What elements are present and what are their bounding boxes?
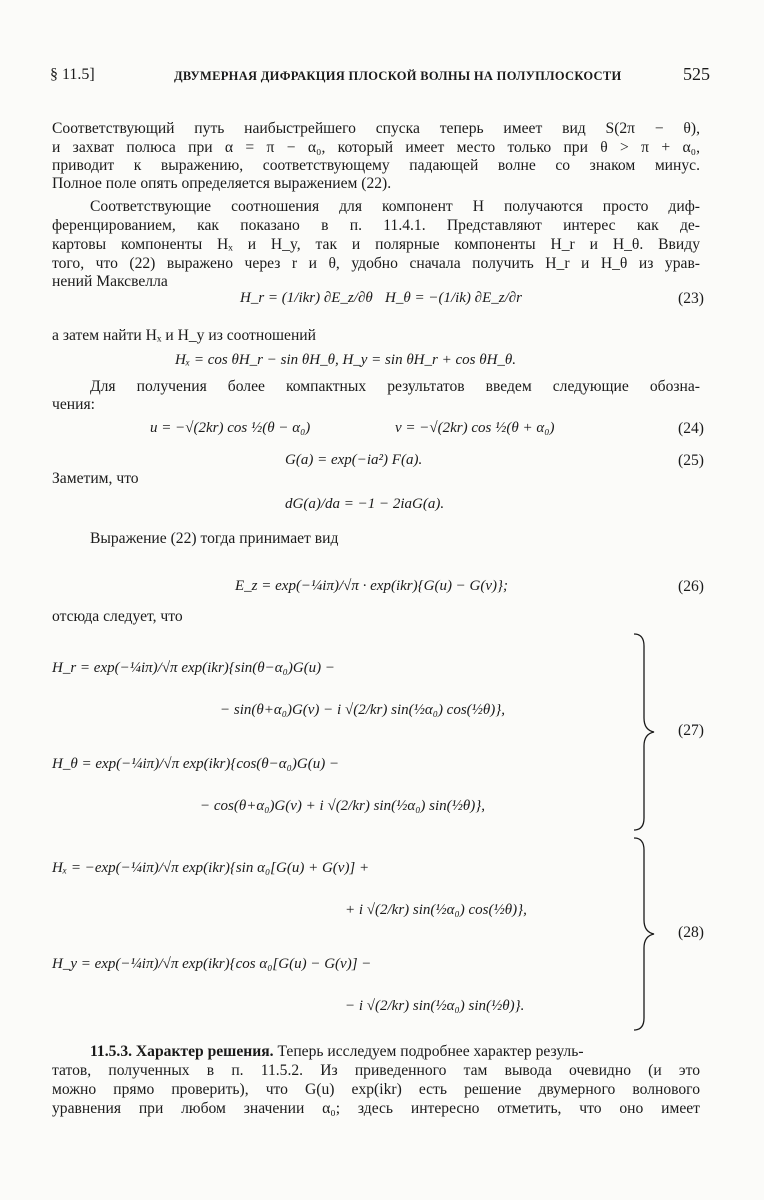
equation-27-hr-line1: H_r = exp(−¼iπ)/√π exp(ikr){sin(θ−α₀)G(u) − bbox=[52, 660, 336, 676]
equation-26: E_z = exp(−¼iπ)/√π · exp(ikr){G(u) − G(v)}; bbox=[235, 578, 509, 594]
text-line: нений Максвелла bbox=[52, 273, 168, 290]
text-line: того, что (22) выражено через r и θ, удобно сначала получить H_r и H_θ из урав- bbox=[52, 255, 700, 272]
text-line: Соответствующий путь наибыстрейшего спуска теперь имеет вид S(2π − θ), bbox=[52, 120, 700, 137]
equation-27-ht-line2: − cos(θ+α₀)G(v) + i √(2/kr) sin(½α₀) sin(½θ)}, bbox=[200, 798, 486, 814]
equation-23-ht: H_θ = −(1/ik) ∂E_z/∂r bbox=[385, 290, 523, 306]
brace-27 bbox=[630, 632, 660, 832]
equation-28-hy-line2: − i √(2/kr) sin(½α₀) sin(½θ)}. bbox=[345, 998, 525, 1014]
text-line: Для получения более компактных результатов введем следующие обозна- bbox=[90, 378, 700, 395]
equation-hxhy: Hₓ = cos θH_r − sin θH_θ, H_y = sin θH_r + cos θH_θ. bbox=[175, 352, 517, 368]
running-header bbox=[50, 66, 710, 90]
equation-27-hr-line2: − sin(θ+α₀)G(v) − i √(2/kr) sin(½α₀) cos(½θ)}, bbox=[220, 702, 506, 718]
text-line: Полное поле опять определяется выражением (22). bbox=[52, 175, 392, 192]
equation-24-v: v = −√(2kr) cos ½(θ + α₀) bbox=[395, 420, 555, 436]
text-line: Соответствующие соотношения для компонент H получаются просто диф- bbox=[90, 198, 700, 215]
text-line: Заметим, что bbox=[52, 470, 139, 487]
equation-number: (26) bbox=[678, 578, 704, 595]
equation-24-u: u = −√(2kr) cos ½(θ − α₀) bbox=[150, 420, 311, 436]
text-line: отсюда следует, что bbox=[52, 608, 183, 625]
equation-number: (27) bbox=[678, 722, 704, 739]
equation-28-hx-line1: Hₓ = −exp(−¼iπ)/√π exp(ikr){sin α₀[G(u) + G(v)] + bbox=[52, 860, 370, 876]
equation-28-hy-line1: H_y = exp(−¼iπ)/√π exp(ikr){cos α₀[G(u) − G(v)] − bbox=[52, 956, 372, 972]
equation-28-hx-line2: + i √(2/kr) sin(½α₀) cos(½θ)}, bbox=[345, 902, 527, 918]
page-number: 525 bbox=[683, 64, 710, 84]
running-title: ДВУМЕРНАЯ ДИФРАКЦИЯ ПЛОСКОЙ ВОЛНЫ НА ПОЛУПЛОСКОСТИ bbox=[174, 69, 622, 83]
text-line: и захват полюса при α = π − α₀, который имеет место только при θ > π + α₀, bbox=[52, 139, 700, 156]
text-line: а затем найти Hₓ и H_y из соотношений bbox=[52, 327, 316, 344]
section-ref: § 11.5] bbox=[50, 66, 95, 83]
equation-23-hr: H_r = (1/ikr) ∂E_z/∂θ bbox=[240, 290, 373, 306]
text-line: можно прямо проверить), что G(u) exp(ikr) есть решение двумерного волнового bbox=[52, 1081, 700, 1098]
text-line: картовы компоненты Hₓ и H_y, так и полярные компоненты H_r и H_θ. Ввиду bbox=[52, 236, 700, 253]
text-line: ференцированием, как показано в п. 11.4.1. Представляют интерес как де- bbox=[52, 217, 700, 234]
equation-number: (28) bbox=[678, 924, 704, 941]
equation-dg: dG(a)/da = −1 − 2iaG(a). bbox=[285, 496, 445, 512]
equation-number: (25) bbox=[678, 452, 704, 469]
equation-number: (24) bbox=[678, 420, 704, 437]
equation-27-ht-line1: H_θ = exp(−¼iπ)/√π exp(ikr){cos(θ−α₀)G(u) − bbox=[52, 756, 340, 772]
text-line: чения: bbox=[52, 396, 95, 413]
section-heading: 11.5.3. Характер решения. bbox=[90, 1043, 274, 1060]
text-line: татов, полученных в п. 11.5.2. Из приведенного там вывода очевидно (и это bbox=[52, 1062, 700, 1079]
text-line: приводит к выражению, соответствующему падающей волне со знаком минус. bbox=[52, 157, 700, 174]
text-line: уравнения при любом значении α₀; здесь интересно отметить, что оно имеет bbox=[52, 1100, 700, 1117]
equation-number: (23) bbox=[678, 290, 704, 307]
section-text: Теперь исследуем подробнее характер резуль- bbox=[277, 1043, 584, 1060]
section-1153-line1 bbox=[90, 1043, 700, 1061]
equation-25: G(a) = exp(−ia²) F(a). bbox=[285, 452, 423, 468]
brace-28 bbox=[630, 836, 660, 1032]
text-line: Выражение (22) тогда принимает вид bbox=[90, 530, 339, 547]
